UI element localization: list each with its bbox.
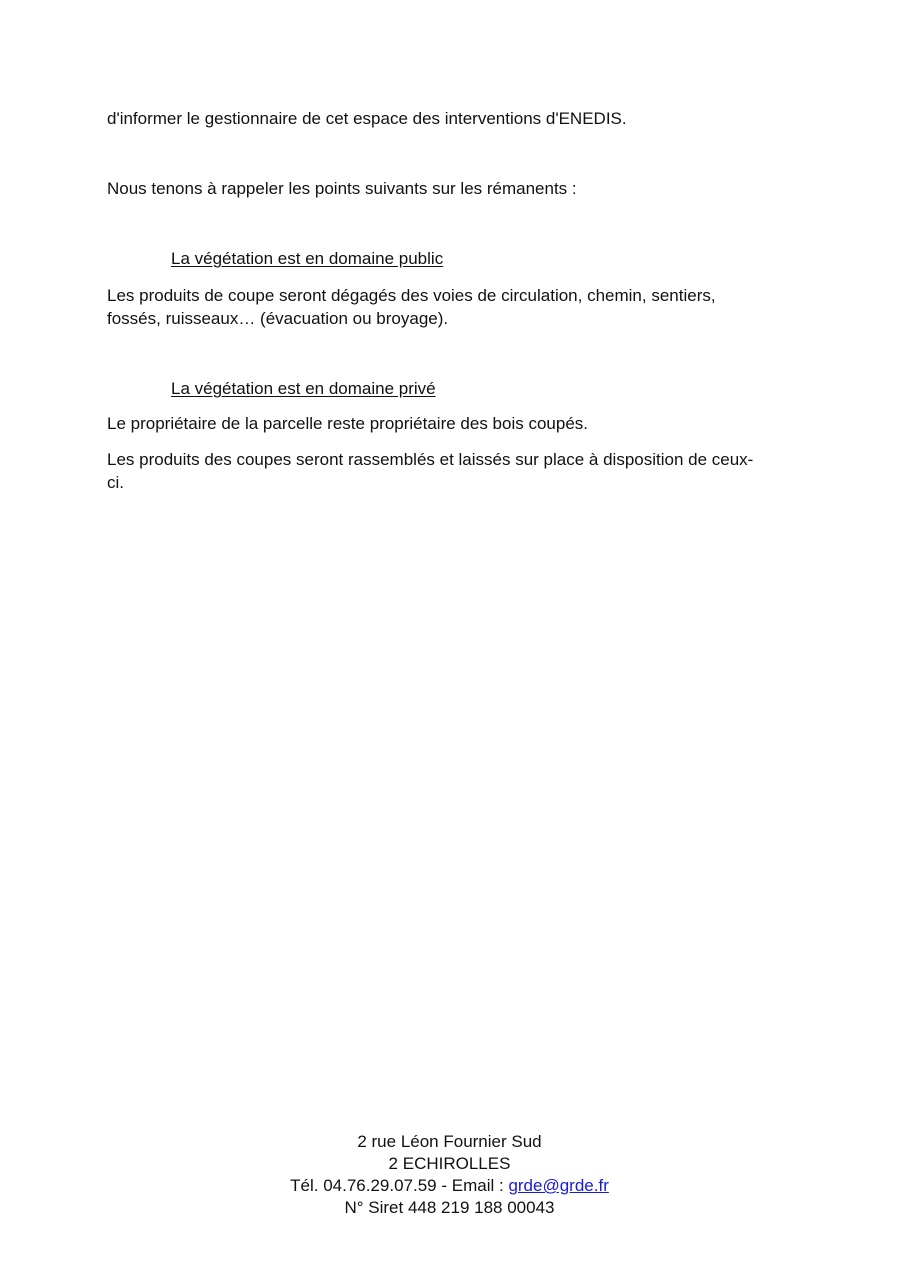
private-text-paragraph-1: Le propriétaire de la parcelle reste propriétaire des bois coupés. xyxy=(107,414,588,433)
footer-address: 2 rue Léon Fournier Sud xyxy=(357,1132,542,1151)
public-text-line-1: Les produits de coupe seront dégagés des voies de circulation, chemin, sentiers, xyxy=(107,286,716,305)
footer-contact xyxy=(0,1175,899,1197)
private-text-paragraph-2-line-2: ci. xyxy=(107,473,124,492)
intro-line: d'informer le gestionnaire de cet espace des interventions d'ENEDIS. xyxy=(107,109,627,128)
footer-contact-prefix: Tél. 04.76.29.07.59 - Email : xyxy=(290,1176,509,1195)
public-text-line-2: fossés, ruisseaux… (évacuation ou broyage). xyxy=(107,309,449,328)
reminder-line: Nous tenons à rappeler les points suivants sur les rémanents : xyxy=(107,179,577,198)
heading-public-domain: La végétation est en domaine public xyxy=(171,249,444,268)
footer-siret: N° Siret 448 219 188 00043 xyxy=(344,1198,555,1217)
footer-email-link[interactable]: grde@grde.fr xyxy=(508,1176,609,1195)
private-text-paragraph-2-line-1: Les produits des coupes seront rassemblés et laissés sur place à disposition de ceux- xyxy=(107,450,754,469)
heading-private-domain: La végétation est en domaine privé xyxy=(171,379,436,398)
footer-city: 2 ECHIROLLES xyxy=(388,1154,511,1173)
